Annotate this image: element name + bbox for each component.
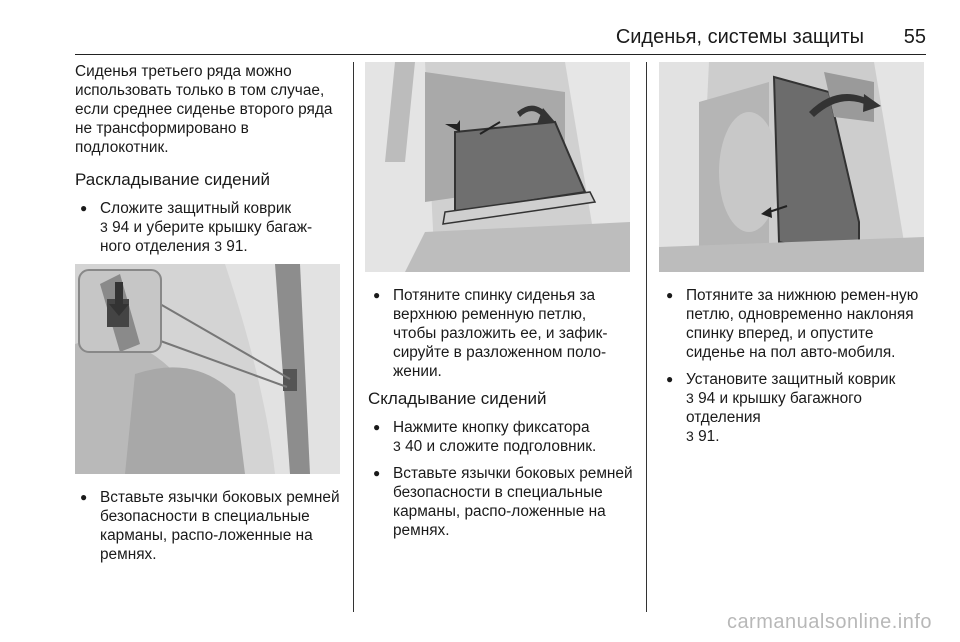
figure-fold-seat — [659, 62, 924, 272]
figure-seatbelt-pocket — [75, 264, 340, 474]
step-text: и сложите подголовник. — [426, 438, 597, 455]
step-text: Установите защитный коврик — [686, 371, 896, 388]
page-header — [75, 22, 926, 55]
figure-pull-seatback — [365, 62, 630, 272]
step-text: Сложите защитный коврик — [100, 200, 292, 217]
list-item — [368, 418, 633, 456]
section-heading-fold: Складывание сидений — [368, 389, 547, 408]
watermark: carmanualsonline.info — [726, 611, 932, 633]
step-text: Вставьте язычки боковых ремней безопасности в специальные карманы, распо-ложенные на ремнях. — [100, 489, 340, 563]
step-text: и уберите крышку багаж-ного отделения — [100, 219, 313, 255]
step-text: Потяните спинку сиденья за верхнюю ременную петлю, чтобы разложить ее, и зафик-сируйте в разложенном поло-жении. — [393, 287, 608, 380]
page-title: Сиденья, системы защиты — [615, 26, 864, 48]
page-ref-arrow-icon[interactable]: 3 — [100, 219, 108, 235]
page-ref-link[interactable]: 94 — [112, 219, 130, 236]
column-3 — [661, 62, 926, 454]
page-number: 55 — [903, 26, 926, 48]
list-item — [75, 199, 343, 256]
step-text: Потяните за нижнюю ремен-ную петлю, одновременно наклоняя спинку вперед, и опустите сиденье на пол авто-мобиля. — [686, 287, 919, 361]
column-divider — [353, 62, 354, 612]
list-item — [661, 370, 926, 446]
list-item — [368, 286, 633, 381]
page-ref-arrow-icon[interactable]: 3 — [393, 438, 401, 454]
page-ref-link[interactable]: 40 — [405, 438, 423, 455]
column-2 — [368, 62, 633, 548]
list-item — [75, 488, 343, 564]
page-ref-link[interactable]: 94 — [698, 390, 716, 407]
list-item — [661, 286, 926, 362]
page-ref-arrow-icon[interactable]: 3 — [214, 238, 223, 254]
section-heading-unfold: Раскладывание сидений — [75, 170, 270, 189]
step-text: Нажмите кнопку фиксатора — [393, 419, 590, 436]
page-ref-link[interactable]: 91. — [698, 428, 720, 445]
list-item — [368, 464, 633, 540]
column-1 — [75, 62, 343, 572]
column-divider — [646, 62, 647, 612]
page-ref-link[interactable]: 91. — [226, 238, 248, 255]
page-ref-arrow-icon[interactable]: 3 — [686, 428, 694, 444]
step-text: и крышку багажного отделения — [686, 390, 862, 426]
page-ref-arrow-icon[interactable]: 3 — [686, 390, 694, 406]
intro-text: Сиденья третьего ряда можно использовать только в том случае, если среднее сиденье второго ряда не трансформировано в подлокотник. — [75, 63, 333, 156]
step-text: Вставьте язычки боковых ремней безопасности в специальные карманы, распо-ложенные на ремнях. — [393, 465, 633, 539]
